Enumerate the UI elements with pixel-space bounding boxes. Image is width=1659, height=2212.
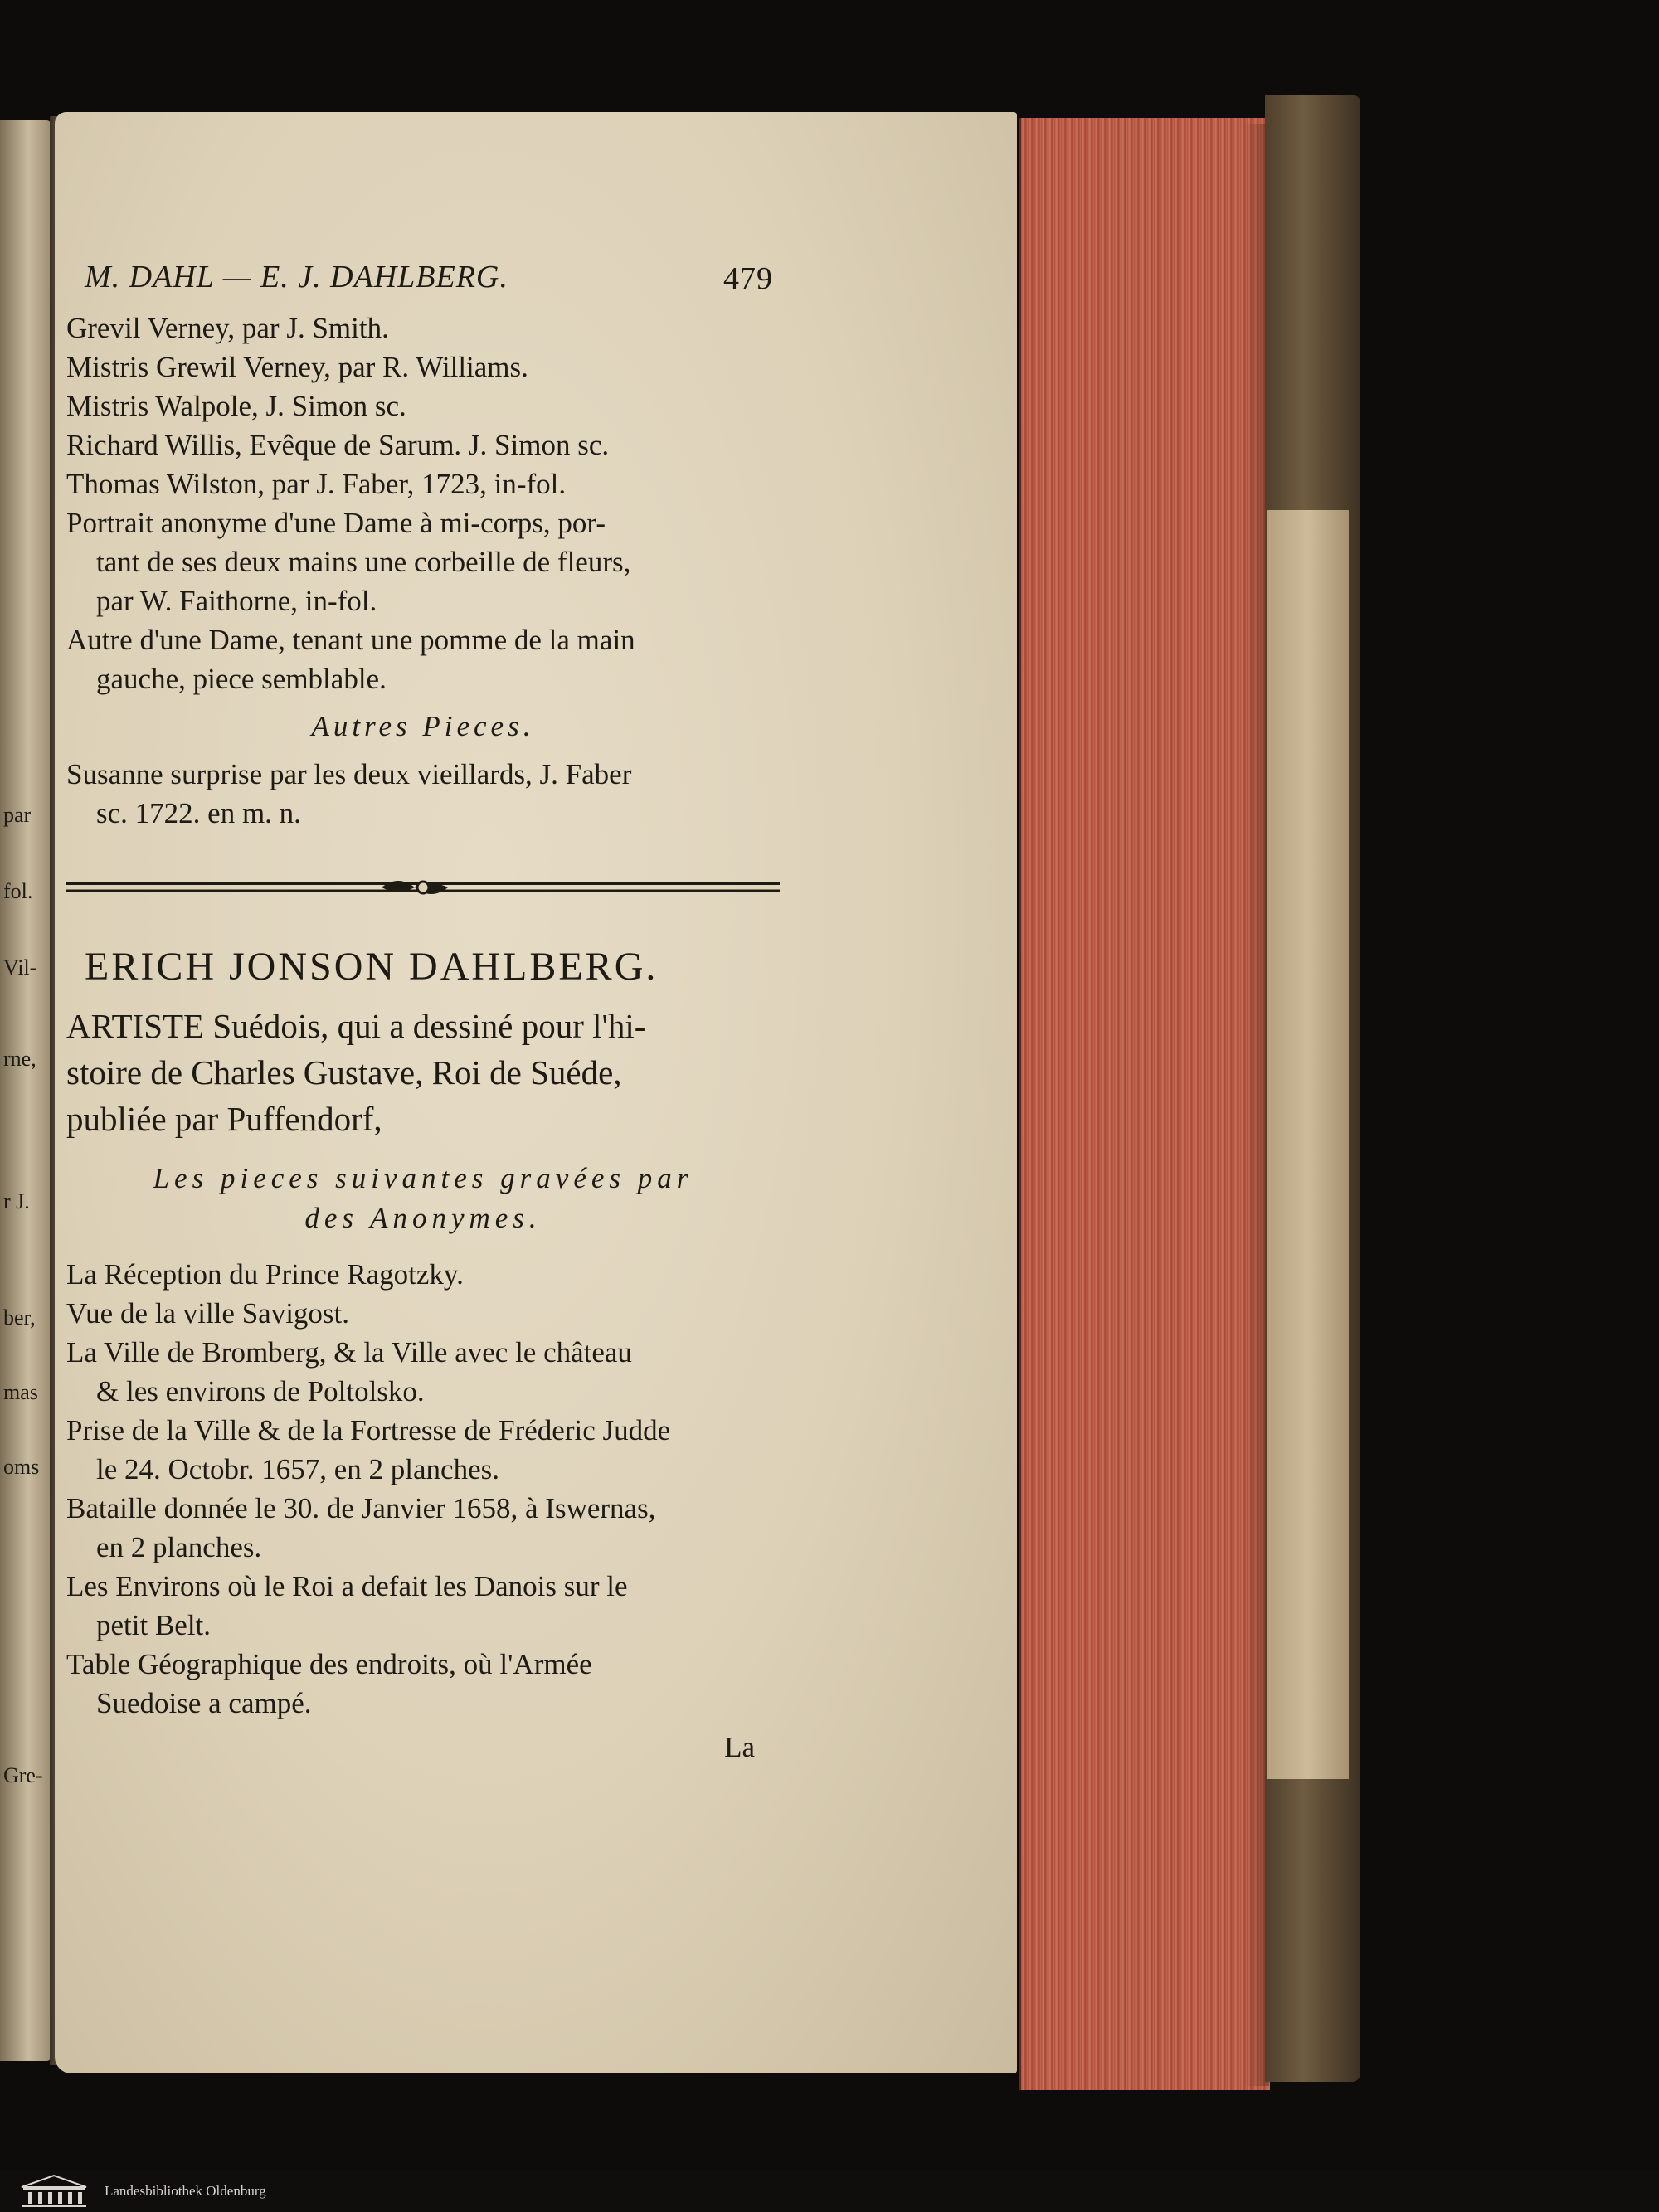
intro-line: stoire de Charles Gustave, Roi de Suéde, (66, 1053, 622, 1091)
left-page-fragment: rne, (3, 1047, 36, 1071)
entry-list-2 (66, 755, 780, 833)
entry-line: Table Géographique des endroits, où l'Armée (66, 1648, 592, 1680)
page-text (66, 249, 780, 1767)
entry-list-1 (66, 309, 780, 698)
section-heading (66, 1159, 780, 1238)
intro-line: publiée par Puffendorf, (66, 1100, 382, 1138)
entry-line: tant de ses deux mains une corbeille de fleurs, (96, 546, 631, 578)
left-page-fragment: oms (3, 1455, 40, 1479)
entry-line: en 2 planches. (96, 1531, 262, 1563)
ornamental-rule (66, 873, 780, 902)
left-page-fragment: Vil- (3, 955, 37, 980)
entry-line: gauche, piece semblable. (96, 663, 387, 695)
left-page-fragment: par (3, 803, 32, 827)
entry-line: sc. 1722. en m. n. (96, 797, 301, 829)
entry-line: Les Environs où le Roi a defait les Danois sur le (66, 1570, 628, 1602)
intro-line: ARTISTE Suédois, qui a dessiné pour l'hi- (66, 1007, 646, 1045)
cover-paper-patch (1267, 510, 1349, 1779)
entry-list-3 (66, 1255, 780, 1723)
section-heading-line-2: des Anonymes. (304, 1202, 542, 1234)
library-name: Landesbibliothek Oldenburg (105, 2183, 266, 2199)
artist-title: ERICH JONSON DAHLBERG. (85, 945, 659, 989)
entry-line: par W. Faithorne, in-fol. (96, 585, 377, 617)
section-heading-line-1: Les pieces suivantes gravées par (153, 1162, 693, 1194)
entry-line: La Réception du Prince Ragotzky. (66, 1258, 464, 1291)
catchword: La (724, 1731, 755, 1763)
entry-line: Mistris Walpole, J. Simon sc. (66, 390, 406, 422)
fore-edge-red (1019, 118, 1270, 2090)
entry-line: Susanne surprise par les deux vieillards, J. Faber (66, 758, 632, 790)
left-page-edge (0, 120, 51, 2061)
entry-line: Mistris Grewil Verney, par R. Williams. (66, 351, 528, 383)
footer-bar (0, 2171, 1659, 2212)
library-building-icon (18, 2174, 90, 2209)
entry-line: Thomas Wilston, par J. Faber, 1723, in-fol. (66, 468, 567, 500)
artist-intro (66, 1003, 780, 1142)
left-page-fragment: Gre- (3, 1763, 43, 1787)
entry-line: Portrait anonyme d'une Dame à mi-corps, por- (66, 507, 606, 539)
left-page-fragment: mas (3, 1380, 38, 1404)
entry-line: Bataille donnée le 30. de Janvier 1658, à Iswernas, (66, 1492, 656, 1524)
left-page-fragment: r J. (3, 1189, 30, 1213)
page-number: 479 (723, 261, 773, 296)
entry-line: petit Belt. (96, 1609, 212, 1641)
entry-line: Richard Willis, Evêque de Sarum. J. Simon sc. (66, 429, 610, 461)
entry-line: & les environs de Poltolsko. (96, 1375, 425, 1407)
entry-line: Suedoise a campé. (96, 1687, 312, 1719)
running-head-title: M. DAHL — E. J. DAHLBERG. (85, 260, 508, 294)
entry-line: Grevil Verney, par J. Smith. (66, 312, 389, 344)
entry-line: Vue de la ville Savigost. (66, 1297, 350, 1330)
left-page-fragment: ber, (3, 1305, 36, 1330)
running-header (66, 249, 780, 309)
left-page-fragment: fol. (3, 879, 33, 903)
entry-line: Prise de la Ville & de la Fortresse de Fréderic Judde (66, 1414, 671, 1446)
entry-line: le 24. Octobr. 1657, en 2 planches. (96, 1453, 500, 1485)
entry-line: La Ville de Bromberg, & la Ville avec le château (66, 1336, 632, 1369)
subheading-autres-pieces: Autres Pieces. (311, 710, 535, 742)
entry-line: Autre d'une Dame, tenant une pomme de la main (66, 624, 635, 656)
